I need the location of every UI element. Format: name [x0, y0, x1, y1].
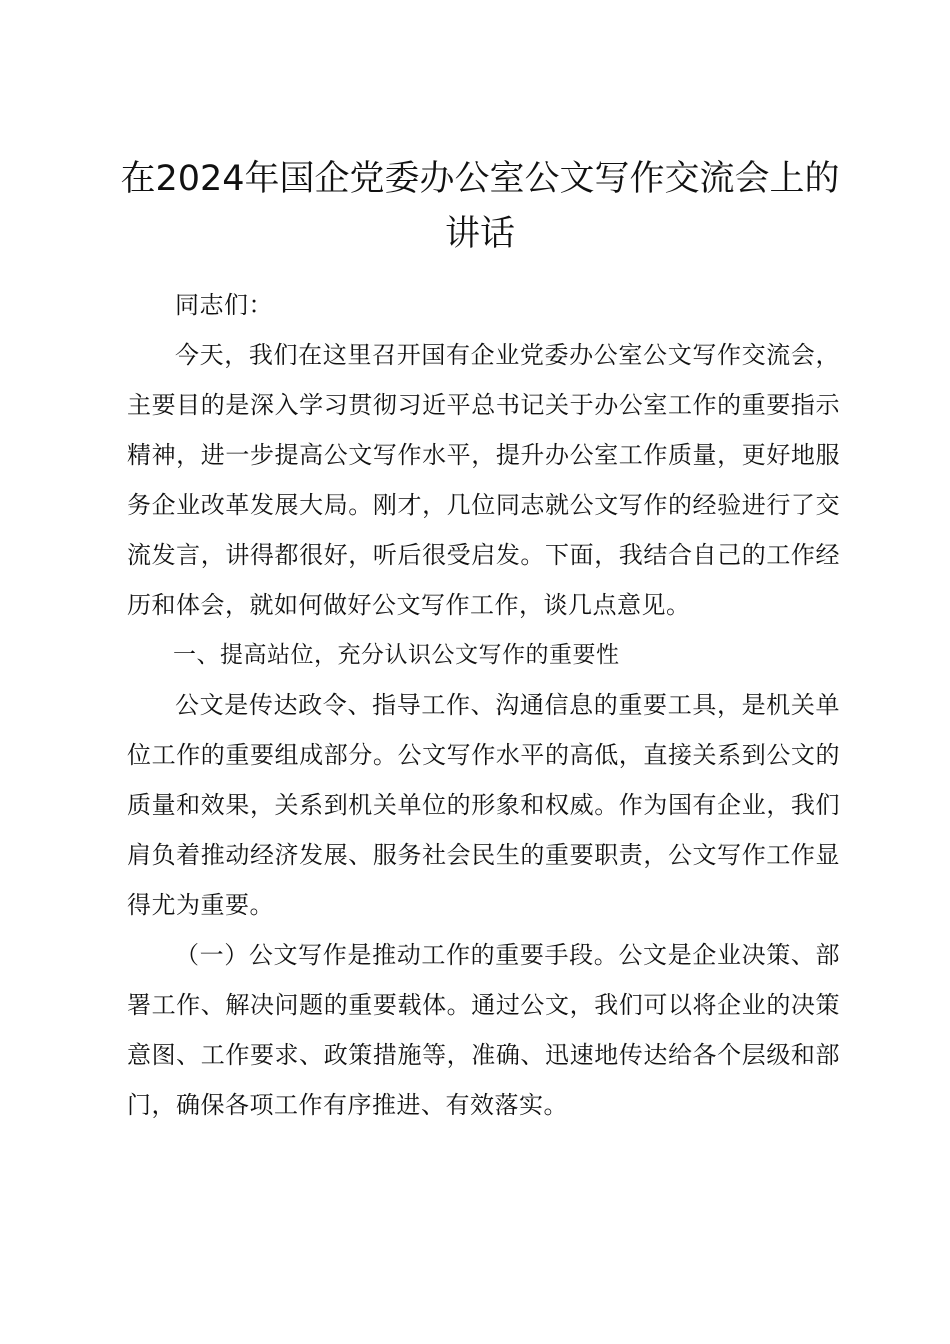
salutation: 同志们： — [175, 291, 273, 319]
document-title: 在2024年国企党委办公室公文写作交流会上的讲话 — [120, 159, 840, 254]
section-heading-1: 一、提高站位，充分认识公文写作的重要性 — [173, 642, 620, 668]
document-body — [127, 280, 840, 1130]
paragraph-subsection-1: （一）公文写作是推动工作的重要手段。公文是企业决策、部署工作、解决问题的重要载体。通过公文，我们可以将企业的决策意图、工作要求、政策措施等，准确、迅速地传达给各个层级和部门，确保各项工作有序推进、有效落实。 — [127, 941, 840, 1119]
paragraph-intro: 今天，我们在这里召开国有企业党委办公室公文写作交流会，主要目的是深入学习贯彻习近平总书记关于办公室工作的重要指示精神，进一步提高公文写作水平，提升办公室工作质量，更好地服务企业改革发展大局。刚才，几位同志就公文写作的经验进行了交流发言，讲得都很好，听后很受启发。下面，我结合自己的工作经历和体会，就如何做好公文写作工作，谈几点意见。 — [127, 341, 840, 619]
paragraph-importance: 公文是传达政令、指导工作、沟通信息的重要工具，是机关单位工作的重要组成部分。公文写作水平的高低，直接关系到公文的质量和效果，关系到机关单位的形象和权威。作为国有企业，我们肩负着推动经济发展、服务社会民生的重要职责，公文写作工作显得尤为重要。 — [127, 691, 840, 919]
